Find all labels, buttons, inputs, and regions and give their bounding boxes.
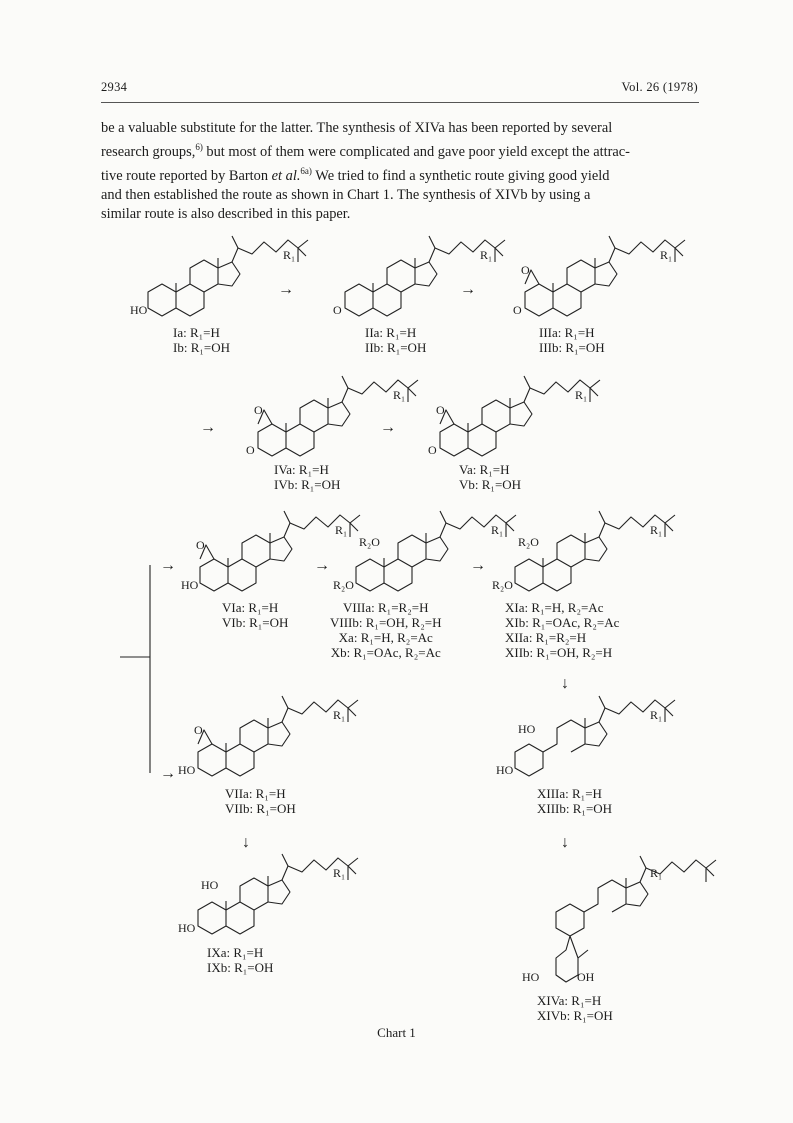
compound-ixb: IXb: R₁=OH [207,960,274,975]
oxo-label: O [513,303,522,317]
acyloxy-label: R₂O [359,535,380,549]
et-al: et al. [271,168,301,184]
structure-xiva [556,856,716,982]
acyloxy-label: R₂O [333,578,354,592]
epoxide-oxygen-label: O [254,403,263,417]
text-span: tive route reported by Barton [101,168,272,184]
hydroxy-label: OH [577,970,595,984]
compound-iiia: IIIa: R₁=H [539,325,595,340]
compound-ib: Ib: R₁=OH [173,340,231,355]
compound-xiva: XIVa: R₁=H [537,993,602,1008]
hydroxy-label: HO [178,763,196,777]
body-line: and then established the route as shown in Chart 1. The synthesis of XIVb by using a [101,187,591,204]
r1-label: R₁ [393,388,406,402]
acyloxy-label: R₂O [492,578,513,592]
oxo-label: O [428,443,437,457]
compound-label [222,600,288,630]
compound-viiib: VIIIb: R₁=OH, R₂=H [330,615,442,630]
reaction-arrow: → [314,557,330,574]
compound-iiib: IIIb: R₁=OH [539,340,605,355]
branch-bracket [120,565,150,773]
r1-label: R₁ [333,708,346,722]
compound-viib: VIIb: R₁=OH [225,801,296,816]
compound-label [537,993,613,1023]
reaction-arrow: → [470,557,486,574]
compound-vb: Vb: R₁=OH [459,477,522,492]
text-span: research groups, [101,144,196,160]
journal-volume: Vol. 26 (1978) [621,80,698,94]
chart-caption: Chart 1 [377,1025,416,1040]
text-span: but most of them were complicated and gave poor yield except the attrac- [202,144,630,160]
r1-label: R₁ [650,866,663,880]
epoxide-oxygen-label: O [436,403,445,417]
hydroxy-label: HO [522,970,540,984]
reference-superscript: 6) [195,142,203,153]
reaction-arrow: → [460,281,476,298]
epoxide-oxygen-label: O [194,723,203,737]
compound-via: VIa: R₁=H [222,600,279,615]
hydroxy-label: HO [178,921,196,935]
reaction-arrow-down: ↓ [242,834,250,851]
compound-ixa: IXa: R₁=H [207,945,264,960]
compound-ia: Ia: R₁=H [173,325,220,340]
r1-label: R₁ [480,248,493,262]
compound-xiiib: XIIIb: R₁=OH [537,801,613,816]
body-line: similar route is also described in this paper. [101,206,351,223]
page-number: 2934 [101,80,128,94]
r1-label: R₁ [491,523,504,537]
compound-iva: IVa: R₁=H [274,462,329,477]
r1-label: R₁ [660,248,673,262]
compound-label [365,325,426,355]
r1-label: R₁ [333,866,346,880]
compound-label [537,786,612,816]
hydroxy-label: HO [496,763,514,777]
hydroxy-label: HO [201,878,219,892]
compound-xib: XIb: R₁=OAc, R₂=Ac [505,615,620,630]
r1-label: R₁ [335,523,348,537]
compound-label [459,462,521,492]
compound-xiiia: XIIIa: R₁=H [537,786,602,801]
compound-label [225,786,296,816]
compound-label [173,325,230,355]
compound-label [207,945,273,975]
compound-xiib: XIIb: R₁=OH, R₂=H [505,645,613,660]
hydroxy-label: HO [181,578,199,592]
compound-viiia: VIIIa: R₁=R₂=H [343,600,429,615]
reaction-arrow: → [160,765,176,782]
reaction-arrow: → [278,281,294,298]
reaction-arrow: → [380,419,396,436]
hydroxy-label: HO [518,722,536,736]
r1-label: R₁ [283,248,296,262]
compound-iia: IIa: R₁=H [365,325,417,340]
acyloxy-label: R₂O [518,535,539,549]
oxo-label: O [333,303,342,317]
compound-viia: VIIa: R₁=H [225,786,286,801]
compound-iib: IIb: R₁=OH [365,340,427,355]
reaction-arrow-down: ↓ [561,834,569,851]
compound-va: Va: R₁=H [459,462,510,477]
compound-xiia: XIIa: R₁=R₂=H [505,630,587,645]
oxo-label: O [246,443,255,457]
hydroxy-label: HO [130,303,148,317]
compound-label [330,600,441,660]
compound-xb: Xb: R₁=OAc, R₂=Ac [330,645,441,660]
reference-superscript: 6a) [300,166,312,177]
epoxide-oxygen-label: O [196,538,205,552]
compound-xivb: XIVb: R₁=OH [537,1008,613,1023]
compound-label [505,600,619,660]
reaction-arrow: → [160,557,176,574]
compound-xia: XIa: R₁=H, R₂=Ac [505,600,604,615]
compound-label [539,325,605,355]
epoxide-oxygen-label: O [521,263,530,277]
compound-label [274,462,340,492]
text-span: We tried to find a synthetic route giving good yield [311,168,610,184]
compound-xa: Xa: R₁=H, R₂=Ac [338,630,433,645]
compound-ivb: IVb: R₁=OH [274,477,341,492]
reaction-arrow: → [200,419,216,436]
r1-label: R₁ [575,388,588,402]
compound-vib: VIb: R₁=OH [222,615,289,630]
r1-label: R₁ [650,523,663,537]
body-line: be a valuable substitute for the latter. The synthesis of XIVa has been reported by several [101,120,613,136]
r1-label: R₁ [650,708,663,722]
reaction-arrow-down: ↓ [561,675,569,692]
